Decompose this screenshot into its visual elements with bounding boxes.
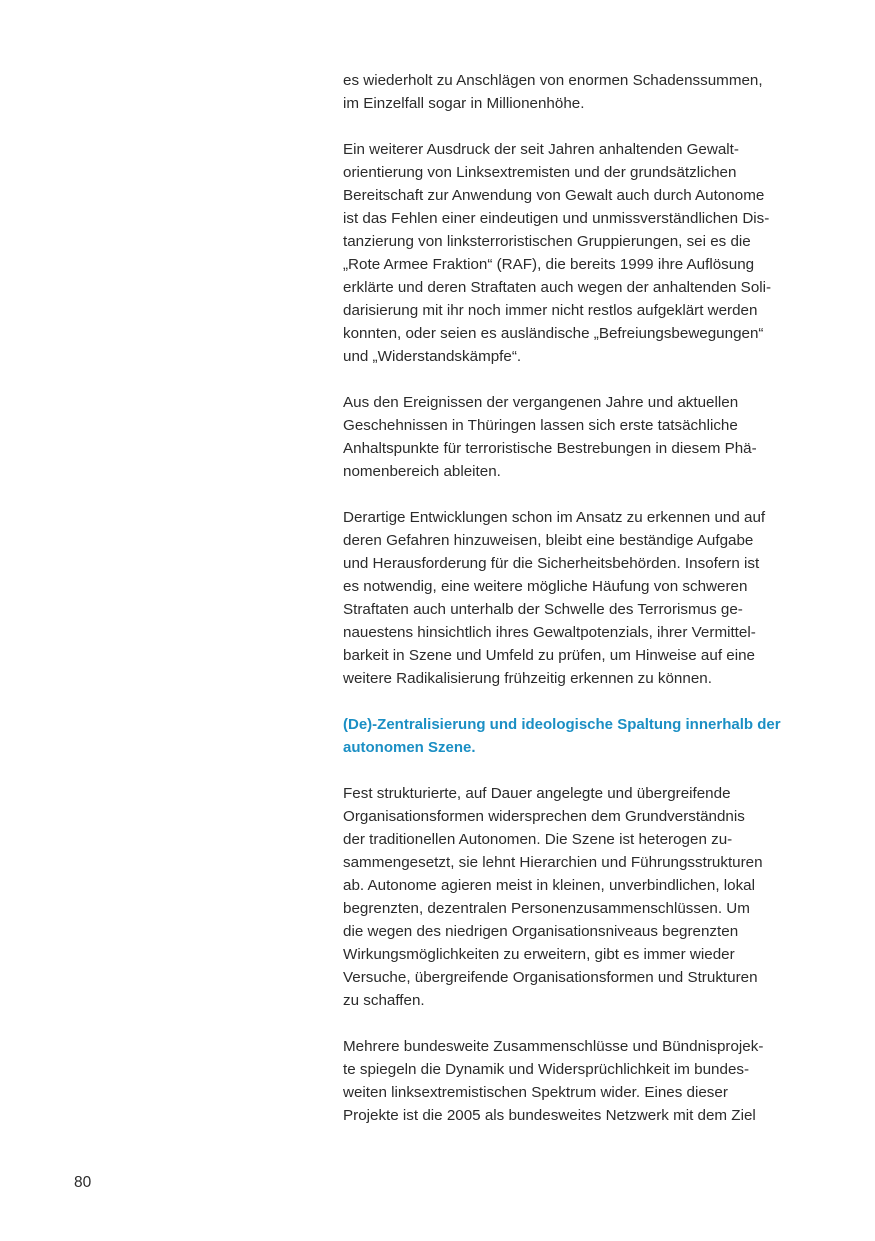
text-line: es wiederholt zu Anschlägen von enormen Schadenssummen, — [343, 72, 763, 89]
text-line: und „Widerstandskämpfe“. — [343, 348, 522, 365]
text-line: begrenzten, dezentralen Personenzusammenschlüssen. Um — [343, 900, 750, 917]
main-text-column — [343, 69, 803, 1150]
text-line: Straftaten auch unterhalb der Schwelle des Terrorismus ge- — [343, 601, 743, 618]
paragraph — [343, 391, 803, 483]
text-line: es notwendig, eine weitere mögliche Häufung von schweren — [343, 578, 748, 595]
text-line: weitere Radikalisierung frühzeitig erkennen zu können. — [343, 670, 712, 687]
text-line: Bereitschaft zur Anwendung von Gewalt auch durch Autonome — [343, 187, 765, 204]
text-line: barkeit in Szene und Umfeld zu prüfen, um Hinweise auf eine — [343, 647, 755, 664]
text-line: nomenbereich ableiten. — [343, 463, 501, 480]
text-line: ist das Fehlen einer eindeutigen und unmissverständlichen Dis- — [343, 210, 770, 227]
text-line: im Einzelfall sogar in Millionenhöhe. — [343, 95, 585, 112]
text-line: tanzierung von linksterroristischen Gruppierungen, sei es die — [343, 233, 751, 250]
text-line: weiten linksextremistischen Spektrum wider. Eines dieser — [343, 1084, 728, 1101]
paragraph — [343, 782, 803, 1012]
text-line: die wegen des niedrigen Organisationsniveaus begrenzten — [343, 923, 739, 940]
paragraph — [343, 138, 803, 368]
text-line: Anhaltspunkte für terroristische Bestrebungen in diesem Phä- — [343, 440, 757, 457]
text-line: erklärte und deren Straftaten auch wegen der anhaltenden Soli- — [343, 279, 772, 296]
text-line: zu schaffen. — [343, 992, 425, 1009]
text-line: deren Gefahren hinzuweisen, bleibt eine beständige Aufgabe — [343, 532, 754, 549]
text-line: darisierung mit ihr noch immer nicht restlos aufgeklärt werden — [343, 302, 758, 319]
section-heading — [343, 713, 803, 759]
text-line: der traditionellen Autonomen. Die Szene ist heterogen zu- — [343, 831, 733, 848]
paragraph — [343, 69, 803, 115]
paragraph — [343, 506, 803, 690]
text-line: Organisationsformen widersprechen dem Grundverständnis — [343, 808, 745, 825]
text-line: nauestens hinsichtlich ihres Gewaltpotenzials, ihrer Vermittel- — [343, 624, 756, 641]
text-line: Derartige Entwicklungen schon im Ansatz zu erkennen und auf — [343, 509, 766, 526]
text-line: Wirkungsmöglichkeiten zu erweitern, gibt es immer wieder — [343, 946, 735, 963]
text-line: Aus den Ereignissen der vergangenen Jahre und aktuellen — [343, 394, 739, 411]
text-line: Mehrere bundesweite Zusammenschlüsse und Bündnisprojek- — [343, 1038, 764, 1055]
text-line: Ein weiterer Ausdruck der seit Jahren anhaltenden Gewalt- — [343, 141, 739, 158]
text-line: orientierung von Linksextremisten und der grundsätzlichen — [343, 164, 737, 181]
text-line: ab. Autonome agieren meist in kleinen, unverbindlichen, lokal — [343, 877, 756, 894]
text-line: und Herausforderung für die Sicherheitsbehörden. Insofern ist — [343, 555, 760, 572]
text-line: Projekte ist die 2005 als bundesweites Netzwerk mit dem Ziel — [343, 1107, 756, 1124]
text-line: konnten, oder seien es ausländische „Befreiungsbewegungen“ — [343, 325, 764, 342]
text-line: Fest strukturierte, auf Dauer angelegte und übergreifende — [343, 785, 731, 802]
paragraph — [343, 1035, 803, 1127]
text-line: „Rote Armee Fraktion“ (RAF), die bereits 1999 ihre Auflösung — [343, 256, 755, 273]
heading-line: (De)-Zentralisierung und ideologische Spaltung innerhalb der — [343, 716, 781, 733]
text-line: sammengesetzt, sie lehnt Hierarchien und Führungsstrukturen — [343, 854, 763, 871]
page-number: 80 — [74, 1174, 92, 1191]
text-line: te spiegeln die Dynamik und Widersprüchlichkeit im bundes- — [343, 1061, 750, 1078]
text-line: Versuche, übergreifende Organisationsformen und Strukturen — [343, 969, 758, 986]
text-line: Geschehnissen in Thüringen lassen sich erste tatsächliche — [343, 417, 738, 434]
heading-line: autonomen Szene. — [343, 739, 476, 756]
